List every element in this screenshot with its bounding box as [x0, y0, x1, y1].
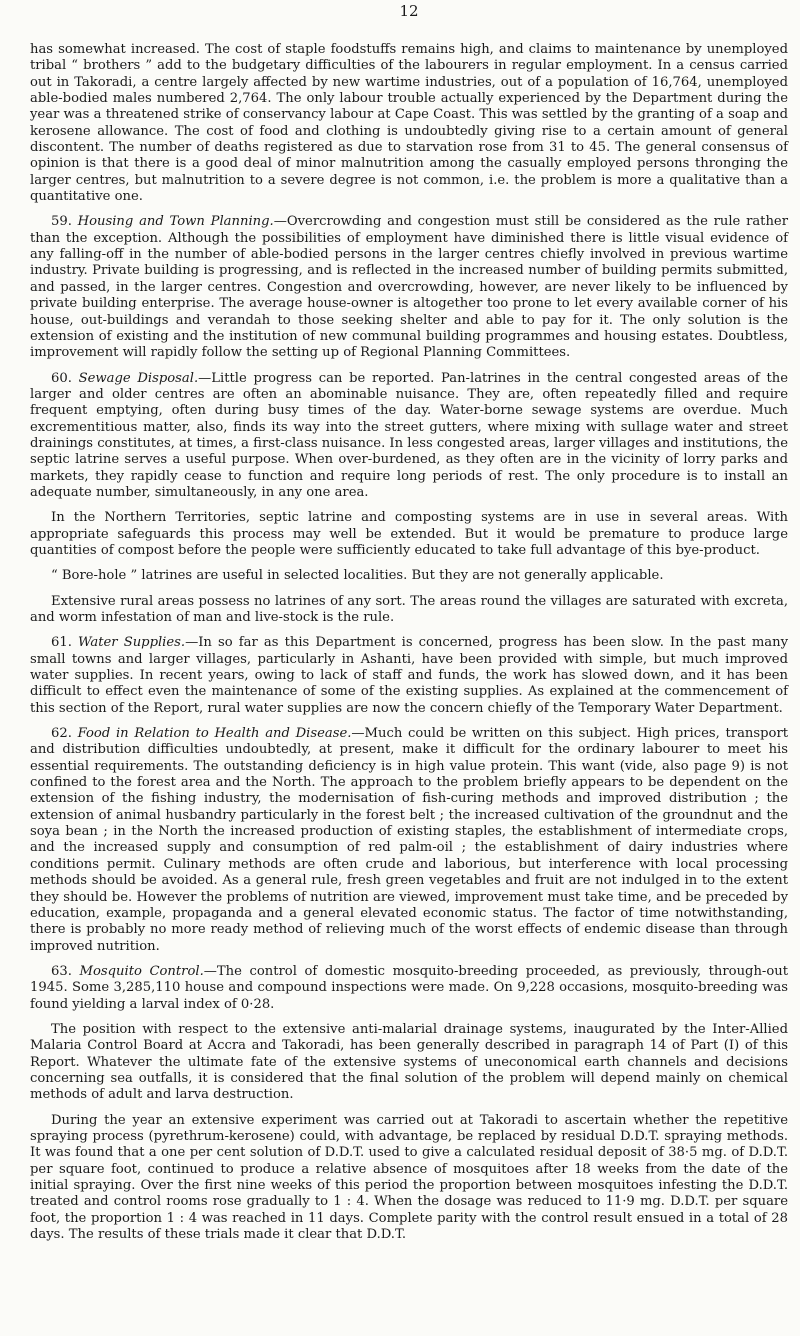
paragraph-heading: Food in Relation to Health and Disease. — [77, 726, 352, 742]
paragraph-text: Extensive rural areas possess no latrines of any sort. The areas round the villages are saturated with excreta, and worm infestation of man and live-stock is the rule. — [30, 593, 788, 625]
paragraph-text: —Little progress can be reported. Pan-latrines in the central congested areas of the larger and older centres are often an abominable nuisance. They are, often repeatedly filled and require frequent emptying, often during busy times of the day. Water-borne sewage systems are overdue. Much excrementitious matter, also, finds its way into the street gutters, where mixing with sullage water and street drainings constitutes, at times, a first-class nuisance. In less congested areas, larger villages and institutions, the septic latrine serves a useful purpose. When over-burdened, as they often are in the vicinity of lorry parks and markets, they rapidly cease to function and require long periods of rest. The only procedure is to install an adequate number, simultaneously, in any one area. — [30, 370, 788, 500]
paragraph-number: 60. — [51, 370, 79, 386]
paragraph-text: “ Bore-hole ” latrines are useful in selected localities. But they are not generally applicable. — [51, 568, 664, 584]
paragraph-text: In the Northern Territories, septic latrine and composting systems are in use in several areas. With appropriate safeguards this process may well be extended. But it would be premature to produce large quantities of compost before the people were sufficiently educated to take full advantage of this bye-product. — [30, 510, 788, 558]
page-number: 12 — [399, 2, 419, 20]
paragraph — [30, 214, 788, 361]
paragraph-number: 62. — [51, 726, 78, 742]
paragraph-text: —In so far as this Department is concerned, progress has been slow. In the past many small towns and larger villages, particularly in Ashanti, have been provided with simple, but much improved water supplies. In recent years, owing to lack of staff and funds, the work has slowed down, and it has been difficult to effect even the maintenance of some of the existing supplies. As explained at the commencement of this section of the Report, rural water supplies are now the concern chiefly of the Temporary Water Department. — [30, 635, 789, 716]
paragraph-text: During the year an extensive experiment was carried out at Takoradi to ascertain whether the repetitive spraying process (pyrethrum-kerosene) could, with advantage, be replaced by residual D.D.T. spraying methods. It was found that a one per cent solution of D.D.T. used to give a calculated residual deposit of 38·5 mg. of D.D.T. per square foot, continued to produce a relative absence of mosquitoes after 18 weeks from the date of the initial spraying. Over the first nine weeks of this period the proportion between mosquitoes infesting the D.D.T. treated and control rooms rose gradually to 1 : 4. When the dosage was reduced to 11·9 mg. D.D.T. per square foot, the proportion 1 : 4 was reached in 11 days. Complete parity with the control result ensued in a total of 28 days. The results of these trials made it clear that D.D.T. — [30, 1112, 788, 1243]
paragraph-text: —Much could be written on this subject. High prices, transport and distribution difficulties undoubtedly, at present, make it difficult for the ordinary labourer to meet his essential requirements. The outstanding deficiency is in high value protein. This want (vide, also page 9) is not confined to the forest area and the North. The approach to the problem briefly appears to be dependent on the extension of the fishing industry, the modernisation of fish-curing methods and improved distribution ; the extension of animal husbandry particularly in the forest belt ; the increased cultivation of the groundnut and the soya bean ; in the North the increased production of existing staples, the establishment of intermediate crops, and the increased supply and consumption of red palm-oil ; the establishment of dairy industries where conditions permit. Culinary methods are often crude and laborious, but interference with local processing methods should be avoided. As a general rule, fresh green vegetables and fruit are not indulged in to the extent they should be. However the problems of nutrition are viewed, improvement must take time, and be preceded by education, example, propaganda and a general elevated economic status. The factor of time notwithstanding, there is probably no more ready method of relieving much of the worst effects of endemic disease than through improved nutrition. — [30, 726, 789, 954]
paragraph-heading: Mosquito Control. — [79, 963, 204, 979]
paragraph-heading: Sewage Disposal. — [78, 370, 199, 386]
paragraph — [30, 726, 788, 955]
paragraph-text: has somewhat increased. The cost of staple foodstuffs remains high, and claims to maintenance by unemployed tribal “ brothers ” add to the budgetary difficulties of the labourers in regular employment. In a census carried out in Takoradi, a centre largely affected by new wartime industries, out of a population of 16,764, unemployed able-bodied males numbered 2,764. The only labour trouble actually experienced by the Department during the year was a threatened strike of conservancy labour at Cape Coast. This was settled by the granting of a soap and kerosene allowance. The cost of food and clothing is undoubtedly giving rise to a certain amount of general discontent. The number of deaths registered as due to starvation rose from 31 to 45. The general consensus of opinion is that there is a good deal of minor malnutrition among the casually employed persons thronging the larger centres, but malnutrition to a severe degree is not common, i.e. the problem is more a qualitative than a quantitative one. — [30, 42, 788, 205]
paragraph-number: 61. — [51, 635, 79, 651]
paragraph — [30, 371, 788, 502]
paragraph — [30, 568, 788, 584]
paragraph — [30, 510, 788, 559]
paragraph — [30, 594, 788, 627]
paragraph-text: The position with respect to the extensive anti-malarial drainage systems, inaugurated by the Inter-Allied Malaria Control Board at Accra and Takoradi, has been generally described in paragraph 14 of Part (I) of this Report. Whatever the ultimate fate of the extensive systems of uneconomical earth channels and decisions concerning sea outfalls, it is considered that the final solution of the problem will depend mainly on chemical methods of adult and larva destruction. — [30, 1021, 788, 1103]
paragraph-text: —Overcrowding and congestion must still be considered as the rule rather than the exception. Although the possibilities of employment have diminished there is little visual evidence of any falling-off in the number of able-bodied persons in the larger centres chiefly involved in previous wartime industry. Private building is progressing, and is reflected in the increased number of building permits submitted, and passed, in the larger centres. Congestion and overcrowding, however, are never likely to be influenced by private building enterprise. The average house-owner is altogether too prone to let every available corner of his house, out-buildings and verandah to those seeking shelter and able to pay for it. The only solution is the extension of existing and the institution of new communal building programmes and housing estates. Doubtless, improvement will rapidly follow the setting up of Regional Planning Committees. — [30, 214, 788, 361]
body-text — [30, 42, 788, 1243]
paragraph — [30, 635, 788, 717]
paragraph — [30, 42, 788, 205]
paragraph-heading: Housing and Town Planning. — [77, 214, 274, 230]
paragraph-heading: Water Supplies. — [78, 635, 186, 651]
paragraph — [30, 964, 788, 1013]
paragraph-number: 59. — [51, 214, 78, 230]
paragraph-number: 63. — [51, 963, 80, 979]
paragraph-text: —The control of domestic mosquito-breeding proceeded, as previously, through-out 1945. Some 3,285,110 house and compound inspections were made. On 9,228 occasions, mosquito-breeding was found yielding a larval index of 0·28. — [30, 963, 789, 1012]
paragraph — [30, 1022, 788, 1104]
paragraph — [30, 1113, 788, 1244]
